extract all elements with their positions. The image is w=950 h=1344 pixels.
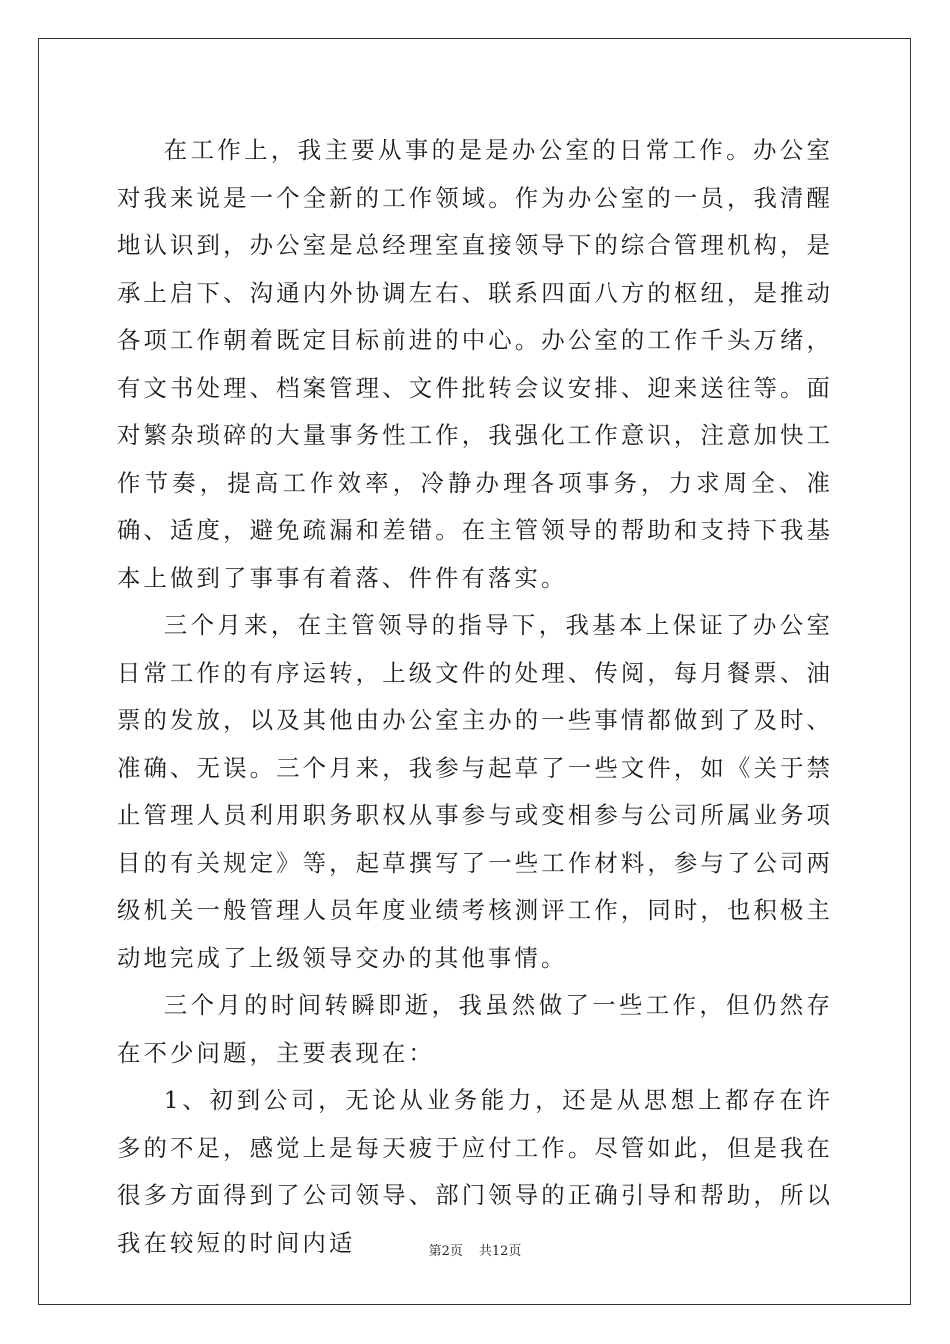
paragraph-work-duties: 在工作上，我主要从事的是是办公室的日常工作。办公室对我来说是一个全新的工作领域。作为办公室的一员，我清醒地认识到，办公室是总经理室直接领导下的综合管理机构，是承上启下、沟通内外协调左右、联系四面八方的枢纽，是推动各项工作朝着既定目标前进的中心。办公室的工作千头万绪，有文书处理、档案管理、文件批转会议安排、迎来送往等。面对繁杂琐碎的大量事务性工作，我强化工作意识，注意加快工作节奏，提高工作效率，冷静办理各项事务，力求周全、准确、适度，避免疏漏和差错。在主管领导的帮助和支持下我基本上做到了事事有着落、件件有落实。 <box>117 136 833 592</box>
paragraph-point-one: 1、初到公司，无论从业务能力，还是从思想上都存在许多的不足，感觉上是每天疲于应付工作。尽管如此，但是我在很多方面得到了公司领导、部门领导的正确引导和帮助，所以我在较短的时间内适 <box>117 1086 833 1257</box>
document-body <box>117 127 833 1267</box>
page-total: 共12页 <box>478 1244 522 1259</box>
paragraph-problems: 三个月的时间转瞬即逝，我虽然做了一些工作，但仍然存在不少问题，主要表现在： <box>117 991 833 1067</box>
paragraph-three-months: 三个月来，在主管领导的指导下，我基本上保证了办公室日常工作的有序运转，上级文件的处理、传阅，每月餐票、油票的发放，以及其他由办公室主办的一些事情都做到了及时、准确、无误。三个月来，我参与起草了一些文件，如《关于禁止管理人员利用职务职权从事参与或变相参与公司所属业务项目的有关规定》等，起草撰写了一些工作材料，参与了公司两级机关一般管理人员年度业绩考核测评工作，同时，也积极主动地完成了上级领导交办的其他事情。 <box>117 611 833 972</box>
page-number: 第2页 <box>428 1244 463 1259</box>
page-footer <box>0 1240 950 1259</box>
